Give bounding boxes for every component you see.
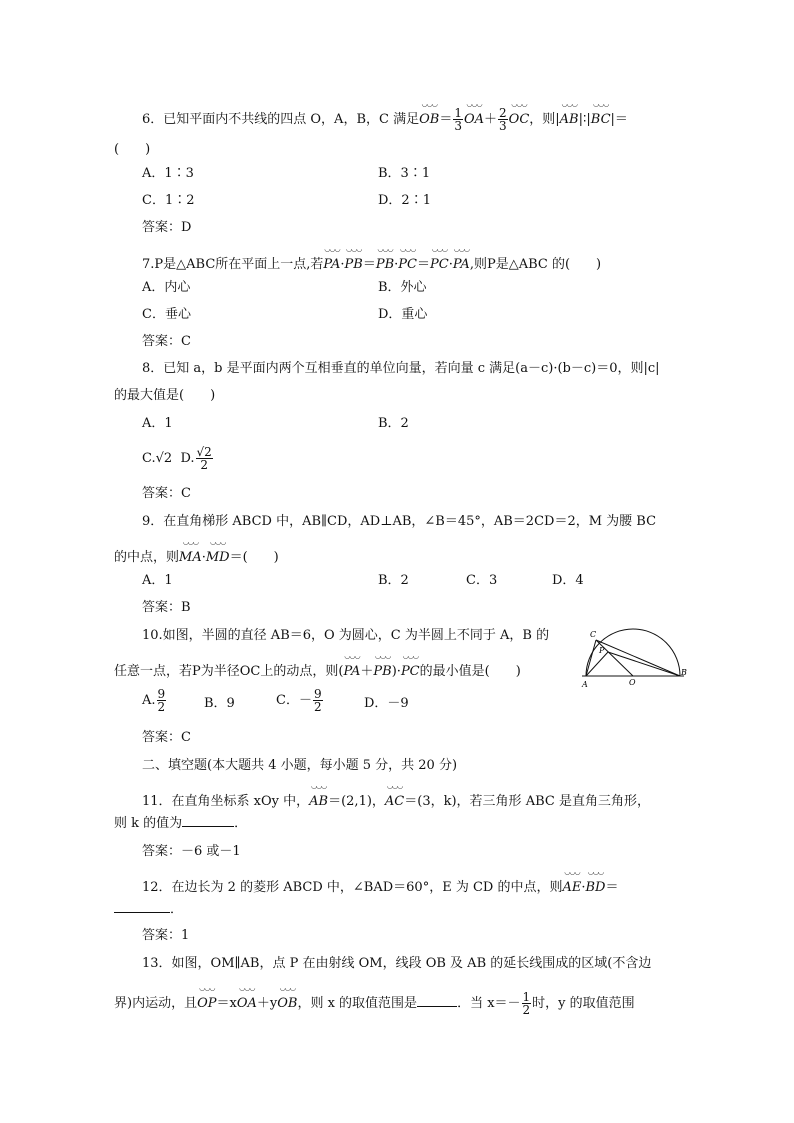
q9-answer: 答案：B [142, 600, 191, 615]
vec-ac: ◡◡◡ AC [385, 788, 404, 811]
frac-den: 2 [522, 1003, 531, 1017]
q9-option-c: C．3 [466, 573, 498, 588]
q8-stem-line1: 8．已知 a，b 是平面内两个互相垂直的单位向量，若向量 c 满足(a－c)·(b－c)＝0，则|c| [142, 361, 660, 376]
q7-option-d: D．重心 [378, 307, 428, 322]
q7-stem [142, 251, 601, 274]
q13-eq: ＝x [216, 996, 237, 1011]
label-a: A [582, 680, 588, 689]
q8-answer: 答案：C [142, 486, 191, 501]
q12-prefix: 12．在边长为 2 的菱形 ABCD 中，∠BAD＝60°，E 为 CD 的中点，则 [142, 880, 563, 895]
frac-num: 9 [313, 687, 322, 701]
q10-option-c [276, 688, 324, 713]
frac-den: 3 [454, 119, 462, 133]
frac-num: 1 [522, 990, 531, 1004]
vec-pa: ◡◡◡ PA [453, 251, 470, 274]
q7-suffix: ,则P是△ABC 的( ) [469, 257, 602, 272]
q8-option-d-prefix: D. [180, 451, 195, 466]
vec-pc: ◡◡◡ PC [430, 251, 449, 274]
q10-line2-prefix: 任意一点，若P为半径OC上的动点，则( [114, 664, 344, 679]
q7-prefix: 7.P是△ABC所在平面上一点,若 [142, 257, 324, 272]
vec-ob: ◡◡◡ OB [277, 990, 297, 1013]
frac-1-3 [453, 107, 463, 132]
q8-option-d-frac [196, 446, 213, 471]
q10-option-b: B．9 [204, 696, 235, 711]
q10-option-c-prefix: C．－ [276, 693, 312, 708]
q10-option-d: D．－9 [364, 696, 409, 711]
q10-option-a [142, 688, 167, 713]
dot: · [448, 257, 453, 272]
q8-option-c: C.√2 [142, 451, 173, 466]
q6-option-d: D．2∶1 [378, 193, 431, 208]
q11-ab-value: ＝(2,1)， [328, 794, 385, 809]
equals: ＝ [362, 257, 376, 272]
q11-prefix: 11．在直角坐标系 xOy 中， [142, 794, 310, 809]
equals: ＝ [605, 880, 619, 895]
vec-pb: ◡◡◡ PB [345, 251, 363, 274]
q13-answer-blank [417, 1006, 457, 1007]
vec-ae: ◡◡◡ AE [562, 874, 581, 897]
vec-ob: ◡◡◡ OB [419, 106, 439, 129]
q12-answer-blank [114, 912, 170, 913]
vec-pc: ◡◡◡ PC [401, 658, 420, 681]
q13-end: 时，y 的取值范围 [532, 996, 635, 1011]
q9-stem-line1: 9．在直角梯形 ABCD 中，AB∥CD，AD⊥AB，∠B＝45°，AB＝2CD＝2，M 为腰 BC [142, 514, 657, 529]
plus: ＋ [484, 112, 498, 127]
equals: ＝ [417, 257, 431, 272]
q8-stem-line2: 的最大值是( ) [114, 388, 216, 403]
q11-stem-line1 [142, 788, 650, 811]
q6-answer: 答案：D [142, 220, 192, 235]
vec-md: ◡◡◡ MD [206, 544, 230, 567]
q11-ac-value: ＝(3，k)，若三角形 ABC 是直角三角形， [404, 794, 650, 809]
q10-line2-suffix: 的最小值是( ) [419, 664, 521, 679]
q6-stem [142, 106, 628, 132]
q10-stem-line1: 10.如图，半圆的直径 AB＝6，O 为圆心，C 为半圆上不同于 A，B 的 [142, 628, 550, 643]
close-paren-dot: )· [391, 664, 401, 679]
q8-options-cd [142, 446, 214, 471]
q6-prefix: 6．已知平面内不共线的四点 O，A，B，C 满足 [142, 112, 420, 127]
vec-oa: ◡◡◡ OA [464, 106, 484, 129]
vec-bc: ◡◡◡ BC [591, 106, 611, 129]
vec-pc: ◡◡◡ PC [398, 251, 417, 274]
frac-num: √2 [196, 445, 212, 459]
q12-stem-line1 [142, 874, 618, 897]
semicircle-figure [578, 626, 688, 690]
q6-option-a: A．1∶3 [142, 166, 194, 181]
q9-stem-line2 [114, 544, 279, 567]
q11-answer: 答案：－6 或－1 [142, 844, 241, 859]
q8-option-a: A．1 [142, 416, 173, 431]
q9-line2-prefix: 的中点，则 [114, 550, 180, 565]
equals: ＝ [439, 112, 453, 127]
label-p: P [599, 646, 605, 655]
q11-answer-blank [182, 826, 234, 827]
vec-oa: ◡◡◡ OA [237, 990, 257, 1013]
q13-mid2: ．当 x＝－ [457, 996, 521, 1011]
q13-stem-line1: 13．如图，OM∥AB，点 P 在由射线 OM，线段 OB 及 AB 的延长线围成的区域(不含边 [142, 956, 652, 971]
frac-den: 2 [157, 700, 166, 714]
ratio: |∶| [578, 112, 591, 127]
segment-pb [608, 652, 680, 676]
q6-option-c: C．1∶2 [142, 193, 195, 208]
q13-stem-line2 [114, 990, 635, 1016]
q8-option-b: B．2 [378, 416, 409, 431]
q6-option-b: B．3∶1 [378, 166, 431, 181]
vec-pa: ◡◡◡ PA [343, 658, 360, 681]
q12-stem-line2 [114, 901, 183, 919]
frac-den: 2 [200, 458, 208, 472]
q12-line2-end: ． [170, 902, 184, 917]
frac-den: 2 [313, 700, 322, 714]
label-o: O [629, 678, 636, 687]
q13-frac-1-2 [522, 991, 532, 1016]
frac-num: 1 [454, 106, 462, 120]
q10-answer: 答案：C [142, 730, 191, 745]
dot: · [394, 257, 399, 272]
vec-pb: ◡◡◡ PB [373, 658, 391, 681]
vec-ab: ◡◡◡ AB [560, 106, 579, 129]
dot: · [201, 550, 206, 565]
q10-option-c-frac [313, 688, 323, 713]
q13-plus: ＋y [256, 996, 278, 1011]
q12-answer: 答案：1 [142, 928, 190, 943]
vec-bd: ◡◡◡ BD [585, 874, 605, 897]
dot: · [340, 257, 345, 272]
label-b: B [681, 668, 687, 677]
vec-ma: ◡◡◡ MA [179, 544, 202, 567]
vec-oc: ◡◡◡ OC [509, 106, 530, 129]
q9-option-d: D．4 [552, 573, 584, 588]
vec-pb: ◡◡◡ PB [376, 251, 394, 274]
q9-line2-suffix: ＝( ) [229, 550, 279, 565]
q9-option-a: A．1 [142, 573, 173, 588]
q10-stem-line2 [114, 658, 521, 681]
dot: · [581, 880, 586, 895]
q7-option-b: B．外心 [378, 280, 427, 295]
q6-then: ，则| [529, 112, 560, 127]
q10-option-a-prefix: A. [142, 693, 156, 708]
vec-ab: ◡◡◡ AB [309, 788, 328, 811]
section-2-heading: 二、填空题(本大题共 4 小题，每小题 5 分，共 20 分) [142, 758, 458, 773]
vec-op: ◡◡◡ OP [197, 990, 216, 1013]
q11-line2-end: ． [234, 816, 248, 831]
frac-num: 9 [157, 687, 166, 701]
q13-mid: ，则 x 的取值范围是 [297, 996, 418, 1011]
plus: ＋ [360, 664, 374, 679]
frac-num: 2 [499, 106, 507, 120]
segment-cb [596, 640, 680, 676]
q7-option-a: A．内心 [142, 280, 191, 295]
q6-paren: ( ) [114, 142, 151, 157]
q11-line2: 则 k 的值为 [114, 816, 183, 831]
label-c: C [590, 630, 597, 639]
frac-2-3 [498, 107, 508, 132]
frac-den: 3 [499, 119, 507, 133]
q9-option-b: B．2 [378, 573, 409, 588]
q7-option-c: C．垂心 [142, 307, 191, 322]
q7-answer: 答案：C [142, 334, 191, 349]
vec-pa: ◡◡◡ PA [323, 251, 340, 274]
q11-stem-line2 [114, 815, 247, 833]
q13-prefix: 界)内运动，且 [114, 996, 198, 1011]
q6-end: |＝ [610, 112, 628, 127]
q10-option-a-frac [157, 688, 167, 713]
